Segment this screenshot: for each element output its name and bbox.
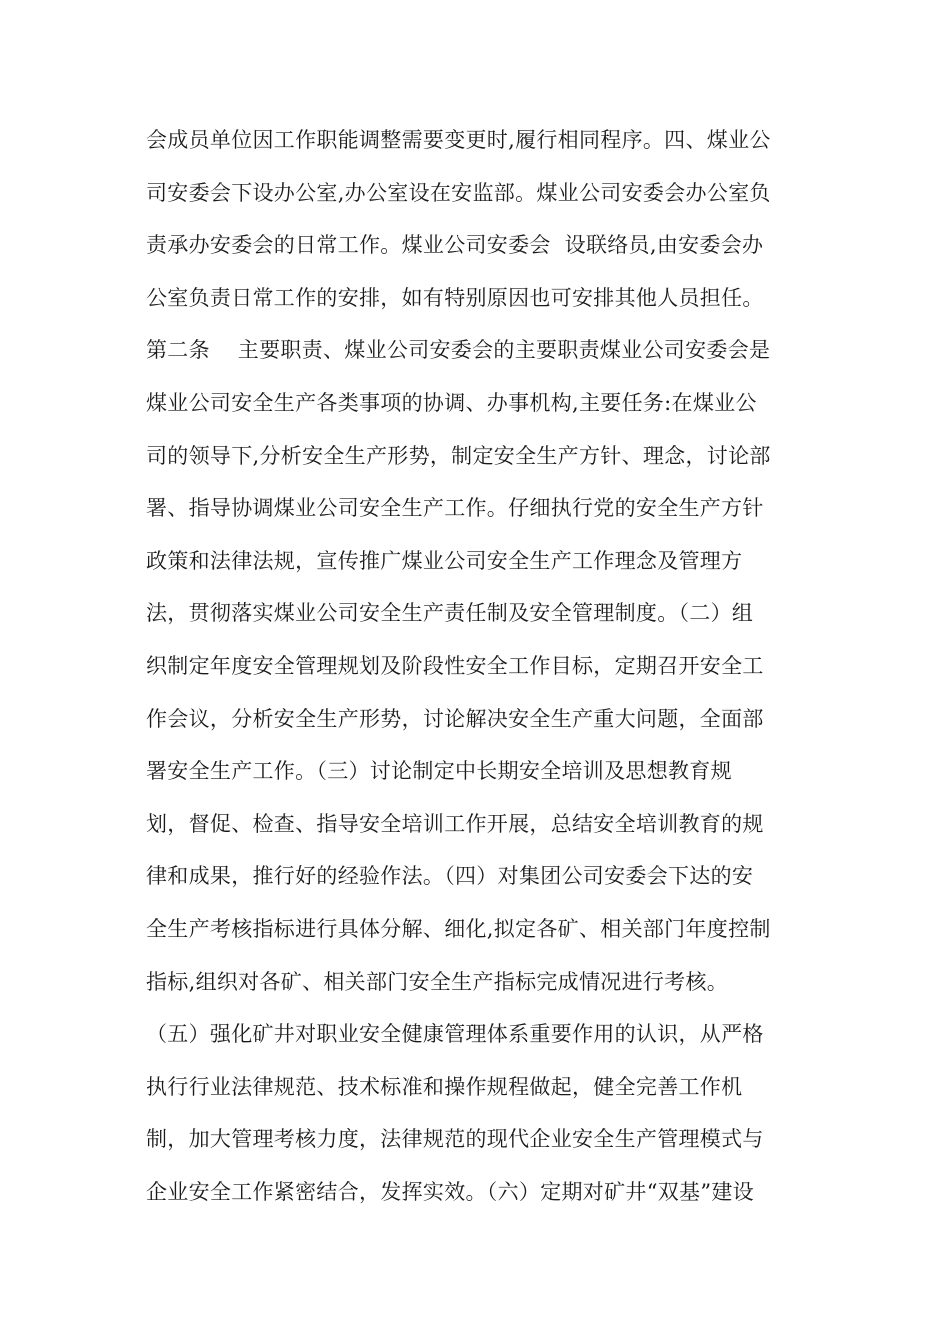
text-line: 政策和法律法规，宣传推广煤业公司安全生产工作理念及管理方 xyxy=(146,548,743,573)
text-line: 第二条 主要职责、煤业公司安委会的主要职责煤业公司安委会是 xyxy=(146,338,771,363)
text-line: 执行行业法律规范、技术标准和操作规程做起，健全完善工作机 xyxy=(146,1074,743,1099)
text-line: 责承办安委会的日常工作。煤业公司安委会 设联络员,由安委会办 xyxy=(146,233,764,258)
text-line: 会成员单位因工作职能调整需要变更时,履行相同程序。四、煤业公 xyxy=(146,128,771,152)
text-line: 司安委会下设办公室,办公室设在安监部。煤业公司安委会办公室负 xyxy=(146,180,771,205)
text-line: 指标,组织对各矿、相关部门安全生产指标完成情况进行考核。 xyxy=(146,969,729,994)
text-line: 制，加大管理考核力度，法律规范的现代企业安全生产管理模式与 xyxy=(146,1127,764,1152)
text-line: 律和成果，推行好的经验作法。（四）对集团公司安委会下达的安 xyxy=(146,864,754,889)
text-line: 署、指导协调煤业公司安全生产工作。仔细执行党的安全生产方针 xyxy=(146,496,764,521)
body-text xyxy=(146,120,806,1224)
text-line: 全生产考核指标进行具体分解、细化,拟定各矿、相关部门年度控制 xyxy=(146,916,771,941)
text-line: 煤业公司安全生产各类事项的协调、办事机构,主要任务:在煤业公 xyxy=(146,390,757,415)
text-line: 企业安全工作紧密结合，发挥实效。（六）定期对矿井“双基”建设 xyxy=(146,1179,754,1204)
text-line: 署安全生产工作。（三）讨论制定中长期安全培训及思想教育规 xyxy=(146,759,732,784)
text-line: 司的领导下,分析安全生产形势，制定安全生产方针、理念，讨论部 xyxy=(146,443,771,468)
text-line: 作会议，分析安全生产形势，讨论解决安全生产重大问题，全面部 xyxy=(146,706,764,731)
text-line: 公室负责日常工作的安排，如有特别原因也可安排其他人员担任。 xyxy=(146,285,764,310)
text-line: 织制定年度安全管理规划及阶段性安全工作目标，定期召开安全工 xyxy=(146,653,764,678)
text-line: （五）强化矿井对职业安全健康管理体系重要作用的认识，从严格 xyxy=(146,1022,764,1047)
text-line: 划，督促、检查、指导安全培训工作开展，总结安全培训教育的规 xyxy=(146,811,764,836)
text-line: 法，贯彻落实煤业公司安全生产责任制及安全管理制度。（二）组 xyxy=(146,601,754,626)
